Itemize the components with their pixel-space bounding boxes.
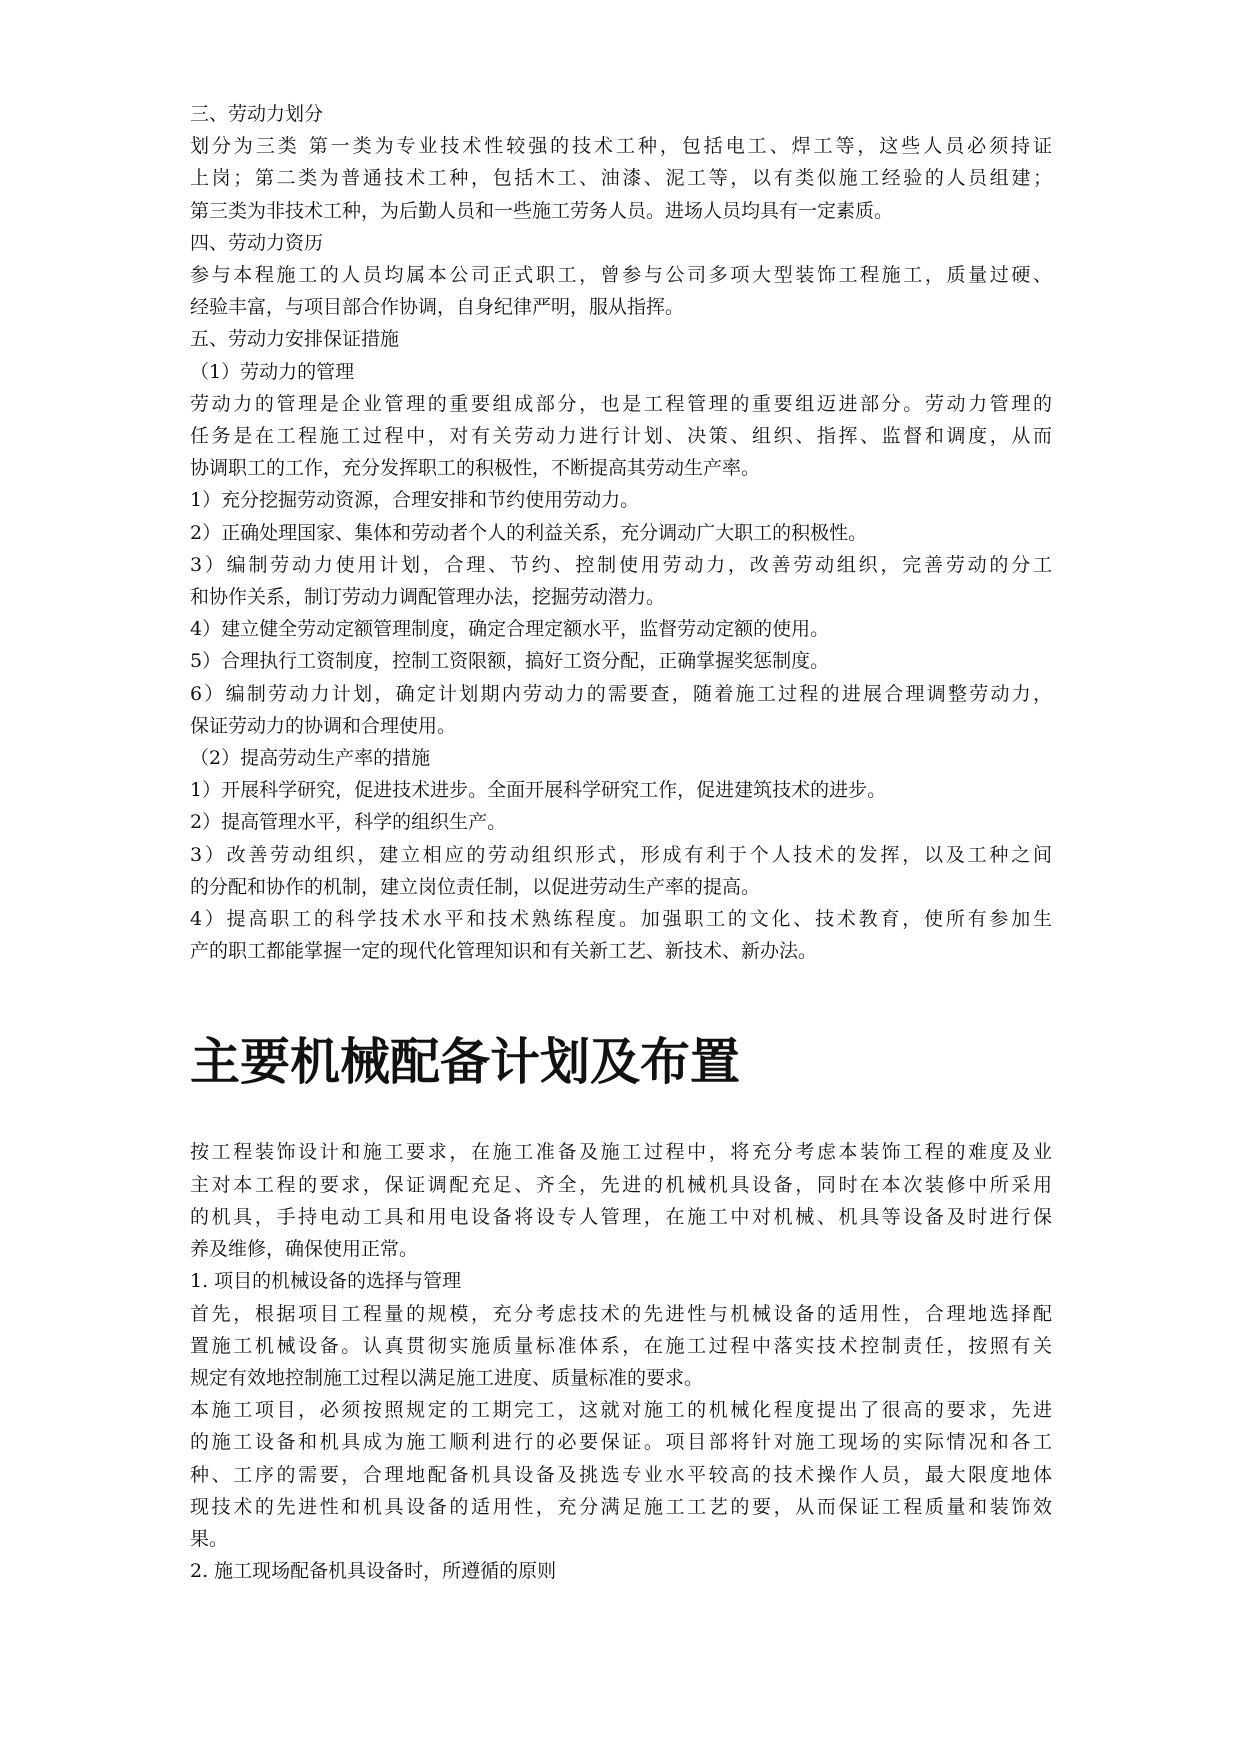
text-line: 第三类为非技术工种，为后勤人员和一些施工劳务人员。进场人员均具有一定素质。 xyxy=(190,199,894,222)
text-line: 协调职工的工作，充分发挥职工的积极性，不断提高其劳动生产率。 xyxy=(190,457,761,480)
text-line: （2）提高劳动生产率的措施 xyxy=(190,747,431,770)
text-line: 的机具，手持电动工具和用电设备将设专人管理，在施工中对机械、机具等设备及时进行保 xyxy=(190,1205,1052,1228)
text-line: 四、劳动力资历 xyxy=(190,231,324,254)
text-line: 三、劳动力划分 xyxy=(190,103,324,125)
text-line: 首先，根据项目工程量的规模，充分考虑技术的先进性与机械设备的适用性，合理地选择配 xyxy=(190,1302,1052,1325)
text-line: 1. 项目的机械设备的选择与管理 xyxy=(190,1270,462,1293)
text-line: 任务是在工程施工过程中，对有关劳动力进行计划、决策、组织、指挥、监督和调度，从而 xyxy=(190,425,1052,448)
text-line: 按工程装饰设计和施工要求，在施工准备及施工过程中，将充分考虑本装饰工程的难度及业 xyxy=(190,1141,1052,1164)
text-line: 划分为三类 第一类为专业技术性较强的技术工种，包括电工、焊工等，这些人员必须持证 xyxy=(190,135,1052,158)
text-line: 置施工机械设备。认真贯彻实施质量标准体系，在施工过程中落实技术控制责任，按照有关 xyxy=(190,1334,1052,1357)
text-line: 产的职工都能掌握一定的现代化管理知识和有关新工艺、新技术、新办法。 xyxy=(190,940,818,963)
text-line: 和协作关系，制订劳动力调配管理办法，挖掘劳动潜力。 xyxy=(190,586,666,609)
text-line: 参与本程施工的人员均属本公司正式职工，曾参与公司多项大型装饰工程施工，质量过硬、 xyxy=(190,264,1052,287)
text-line: 规定有效地控制施工过程以满足施工进度、质量标准的要求。 xyxy=(190,1366,704,1389)
machinery-section xyxy=(190,1136,1052,1587)
text-line: 保证劳动力的协调和合理使用。 xyxy=(190,714,457,737)
text-line: 主对本工程的要求，保证调配充足、齐全，先进的机械机具设备，同时在本次装修中所采用 xyxy=(190,1173,1052,1196)
text-line: 劳动力的管理是企业管理的重要组成部分，也是工程管理的重要组迈进部分。劳动力管理的 xyxy=(190,392,1052,415)
text-line: 五、劳动力安排保证措施 xyxy=(190,328,400,351)
text-line: 6）编制劳动力计划，确定计划期内劳动力的需要查，随着施工过程的进展合理调整劳动力， xyxy=(190,682,1052,705)
text-line: 本施工项目，必须按照规定的工期完工，这就对施工的机械化程度提出了很高的要求，先进 xyxy=(190,1399,1052,1422)
text-line: 的分配和协作的机制，建立岗位责任制，以促进劳动生产率的提高。 xyxy=(190,875,761,898)
document-page xyxy=(190,98,1052,1587)
text-line: 上岗；第二类为普通技术工种，包括木工、油漆、泥工等，以有类似施工经验的人员组建； xyxy=(190,167,1052,190)
text-line: 经验丰富，与项目部合作协调，自身纪律严明，服从指挥。 xyxy=(190,296,685,319)
text-line: 2）正确处理国家、集体和劳动者个人的利益关系，充分调动广大职工的积极性。 xyxy=(190,521,868,544)
text-line: 2. 施工现场配备机具设备时，所遵循的原则 xyxy=(190,1560,557,1583)
text-line: 1）开展科学研究，促进技术进步。全面开展科学研究工作，促进建筑技术的进步。 xyxy=(190,779,887,802)
text-line: 4）提高职工的科学技术水平和技术熟练程度。加强职工的文化、技术教育，使所有参加生 xyxy=(190,908,1052,931)
text-line: 2）提高管理水平，科学的组织生产。 xyxy=(190,811,507,834)
text-line: 果。 xyxy=(190,1527,229,1550)
text-line: 3）编制劳动力使用计划，合理、节约、控制使用劳动力，改善劳动组织，完善劳动的分工 xyxy=(190,553,1052,576)
text-line: （1）劳动力的管理 xyxy=(190,360,355,383)
text-line: 的施工设备和机具成为施工顺利进行的必要保证。项目部将针对施工现场的实际情况和各工 xyxy=(190,1431,1052,1454)
text-line: 现技术的先进性和机具设备的适用性，充分满足施工工艺的要，从而保证工程质量和装饰效 xyxy=(190,1495,1052,1518)
text-line: 养及维修，确保使用正常。 xyxy=(190,1238,419,1261)
text-line: 4）建立健全劳动定额管理制度，确定合理定额水平，监督劳动定额的使用。 xyxy=(190,618,830,641)
section-heading: 主要机械配备计划及布置 xyxy=(190,1033,740,1092)
text-line: 3）改善劳动组织，建立相应的劳动组织形式，形成有利于个人技术的发挥，以及工种之间 xyxy=(190,843,1052,866)
text-line: 5）合理执行工资制度，控制工资限额，搞好工资分配，正确掌握奖惩制度。 xyxy=(190,650,830,673)
labor-section xyxy=(190,98,1052,967)
text-line: 1）充分挖掘劳动资源，合理安排和节约使用劳动力。 xyxy=(190,489,640,512)
text-line: 种、工序的需要，合理地配备机具设备及挑选专业水平较高的技术操作人员，最大限度地体 xyxy=(190,1463,1052,1486)
